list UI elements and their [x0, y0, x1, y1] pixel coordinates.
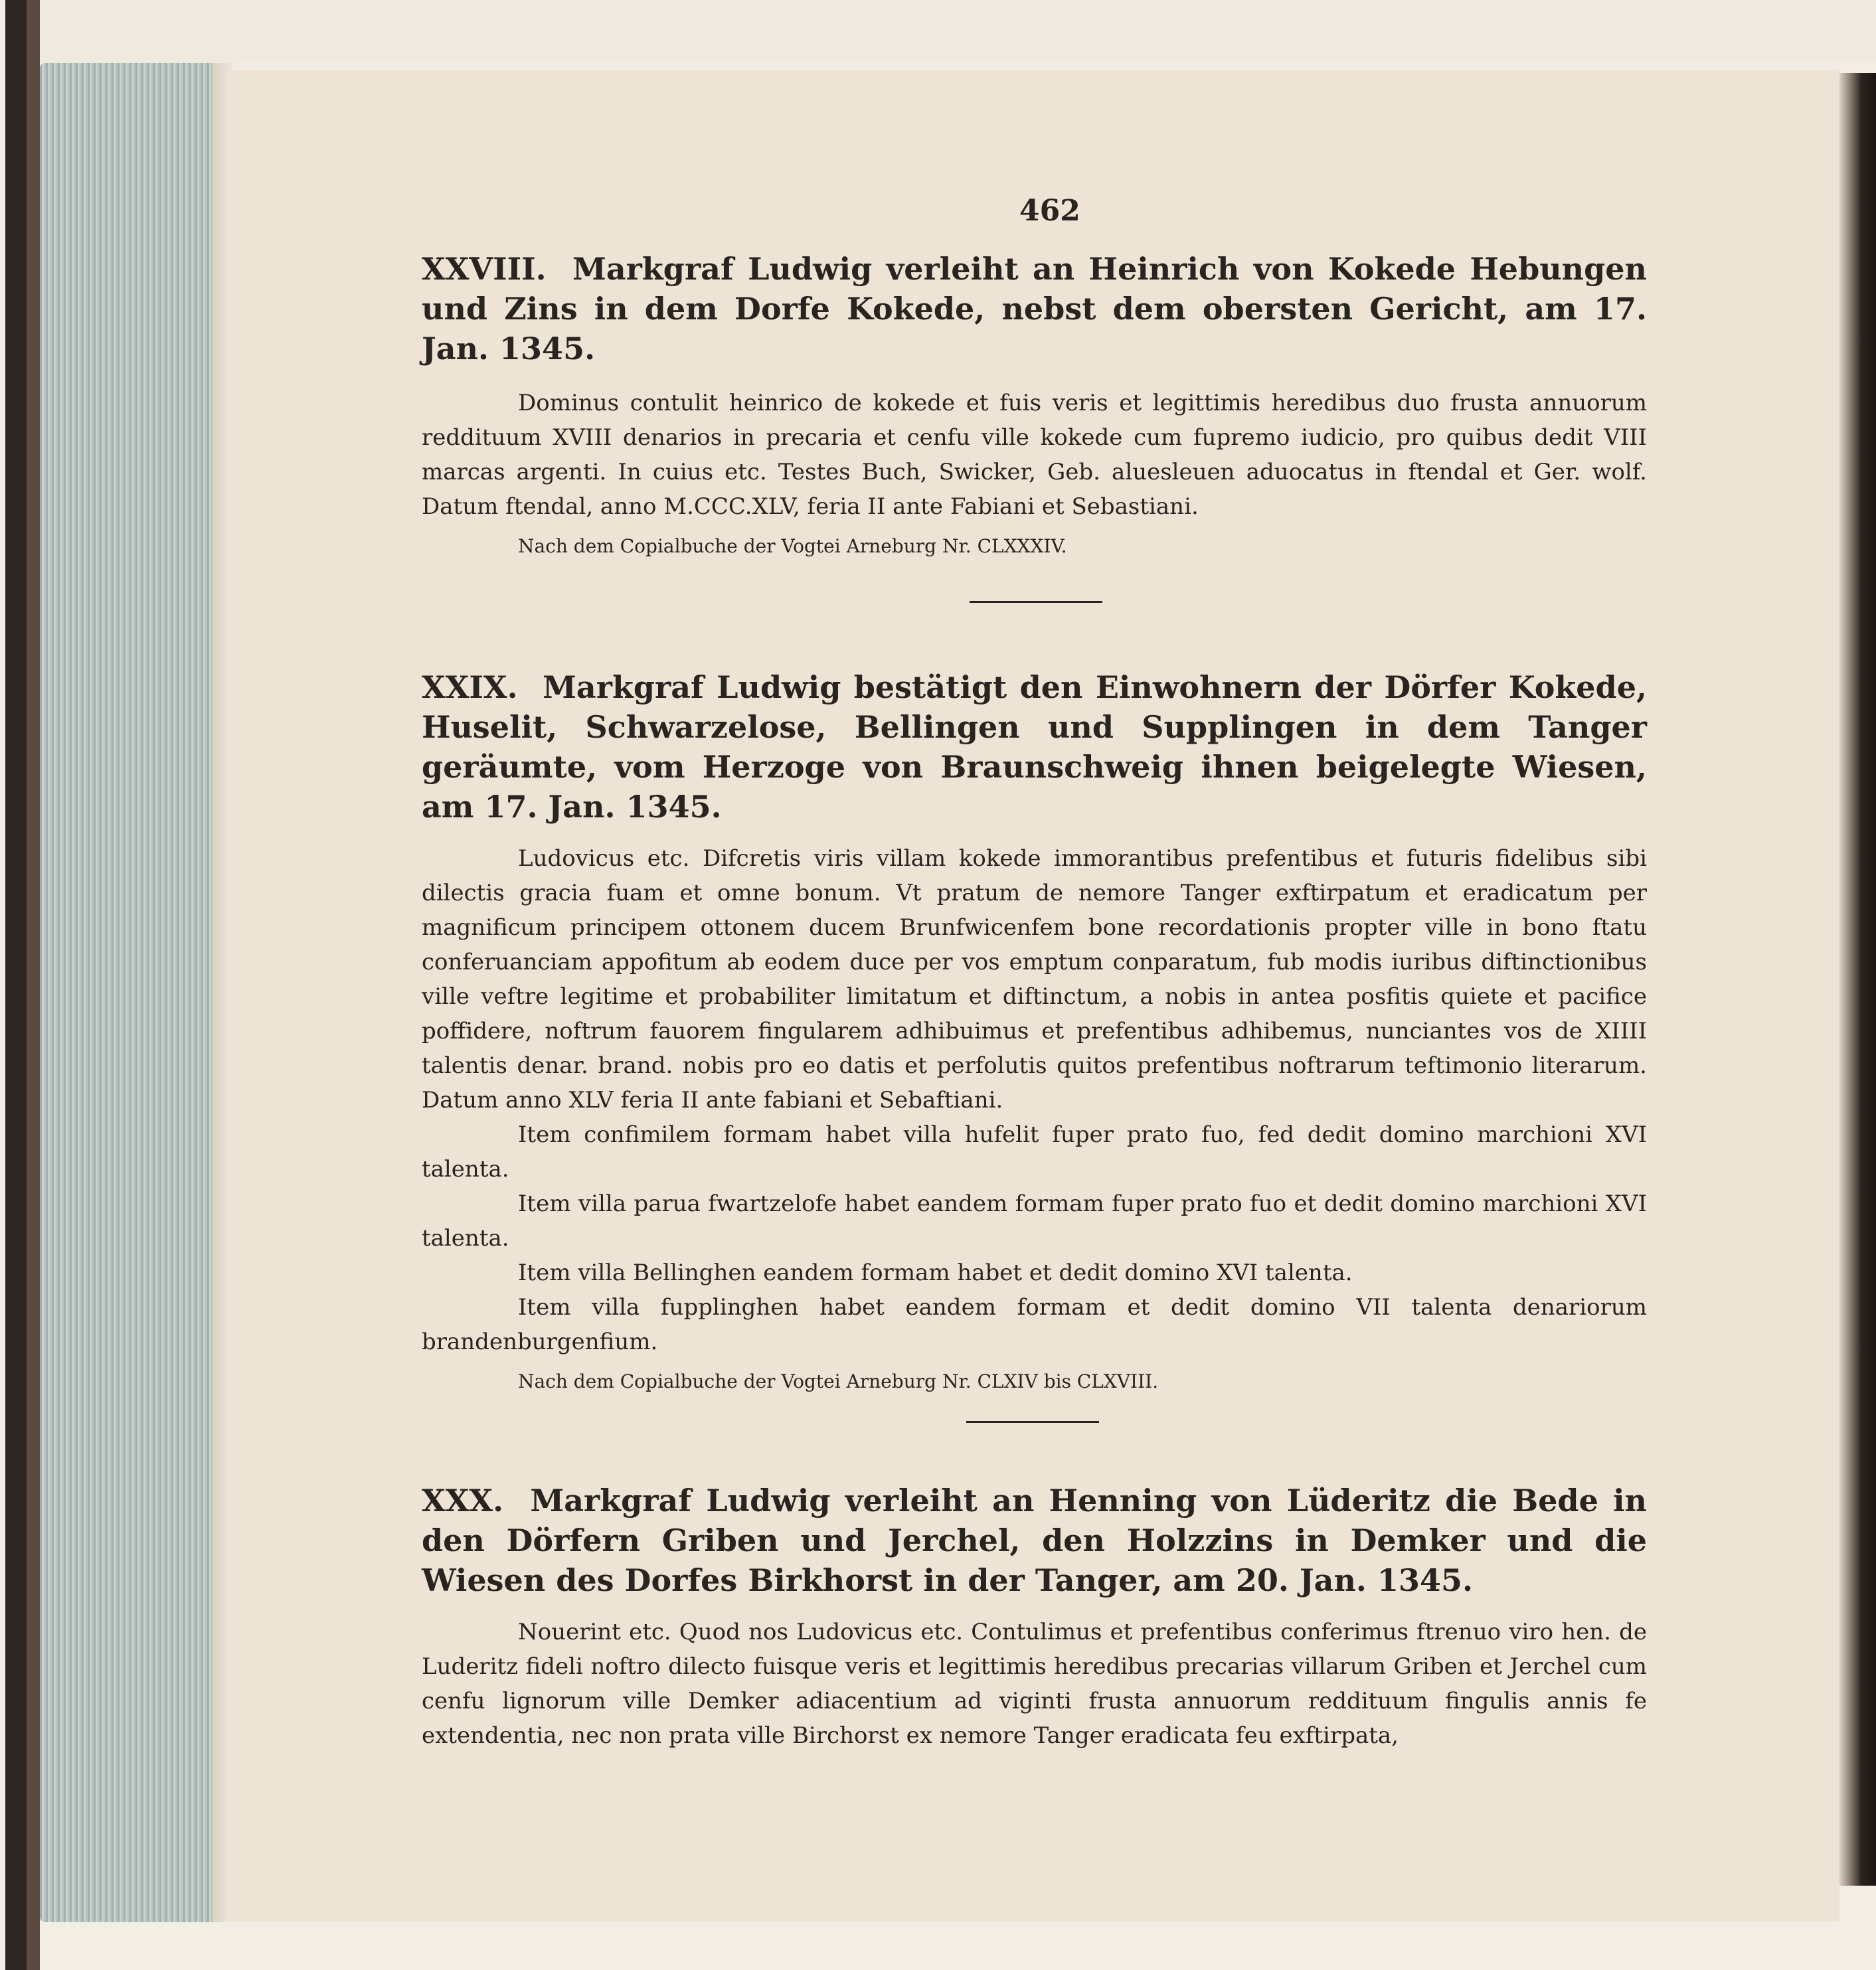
- entry-text: Nouerint etc. Quod nos Ludovicus etc. Contulimus et prefentibus conferimus ftrenuo viro hen. de Luderitz fideli noftro dilecto fuisque veris et legittimis heredibus precarias villarum Griben et Jerchel cum cenfu lignorum ville Demker adiacentium ad viginti frusta annuorum reddituum fingulis annis fe extendentia, nec non prata ville Birchorst ex nemore Tanger eradicata feu exftirpata,: [422, 1619, 1647, 1749]
- entry-text: Item villa parua fwartzelofe habet eandem formam fuper prato fuo et dedit domino marchioni XVI talenta.: [422, 1190, 1647, 1252]
- section-divider: [966, 1421, 1099, 1423]
- entry-title: Markgraf Ludwig verleiht an Heinrich von Kokede Hebungen und Zins in dem Dorfe Kokede, nebst dem obersten Gericht, am 17. Jan. 1345.: [422, 251, 1647, 367]
- entry-heading: [422, 249, 1647, 369]
- document-entry-xxviii: [422, 249, 1647, 560]
- document-entry-xxx: [422, 1481, 1647, 1753]
- section-divider: [970, 601, 1102, 603]
- entry-number: XXVIII.: [422, 251, 547, 287]
- entry-source: Nach dem Copialbuche der Vogtei Arneburg Nr. CLXXXIV.: [518, 535, 1067, 557]
- entry-number: XXX.: [422, 1483, 504, 1519]
- entry-text: Item villa Bellinghen eandem formam habet et dedit domino XVI talenta.: [518, 1260, 1353, 1286]
- page-number: 462: [1019, 194, 1080, 228]
- page-edges: [40, 63, 219, 1922]
- entry-title: Markgraf Ludwig verleiht an Henning von Lüderitz die Bede in den Dörfern Griben und Jerchel, den Holzzins in Demker und die Wiesen des Dorfes Birkhorst in der Tanger, am 20. Jan. 1345.: [422, 1483, 1648, 1598]
- entry-heading: [422, 1481, 1647, 1600]
- entry-text: Item villa fupplinghen habet eandem formam et dedit domino VII talenta denariorum brandenburgenfium.: [422, 1294, 1647, 1355]
- document-entry-xxix: [422, 667, 1647, 1395]
- book-cover-edge: [1839, 73, 1876, 1886]
- entry-heading: [422, 667, 1647, 827]
- entry-title: Markgraf Ludwig bestätigt den Einwohnern der Dörfer Kokede, Huselit, Schwarzelose, Bellingen und Supplingen in dem Tanger geräumte, vom Herzoge von Braunschweig ihnen beigelegte Wiesen, am 17. Jan. 1345.: [422, 669, 1648, 825]
- entry-text: Dominus contulit heinrico de kokede et fuis veris et legittimis heredibus duo frusta annuorum reddituum XVIII denarios in precaria et cenfu ville kokede cum fupremo iudicio, pro quibus dedit VIII marcas argenti. In cuius etc. Testes Buch, Swicker, Geb. aluesleuen aduocatus in ftendal et Ger. wolf. Datum ftendal, anno M.CCC.XLV, feria II ante Fabiani et Sebastiani.: [422, 390, 1647, 520]
- entry-text: Ludovicus etc. Difcretis viris villam kokede immorantibus prefentibus et futuris fidelibus sibi dilectis gracia fuam et omne bonum. Vt pratum de nemore Tanger exftirpatum et eradicatum per magnificum principem ottonem ducem Brunfwicenfem bone recordationis propter ville in bono ftatu conferuanciam appofitum ab eodem duce per vos emptum conparatum, fub modis iuribus diftinctionibus ville veftre legitime et probabiliter limitatum et diftinctum, a nobis in antea posfitis quiete et pacifice poffidere, noftrum fauorem fingularem adhibuimus et prefentibus adhibemus, nunciantes vos de XIIII talentis denar. brand. nobis pro eo datis et perfolutis quitos prefentibus noftrarum teftimonio literarum. Datum anno XLV feria II ante fabiani et Sebaftiani.: [422, 845, 1647, 1113]
- scan-background-top: [27, 0, 1876, 63]
- book-spine: [0, 0, 40, 1970]
- entry-text: Item confimilem formam habet villa hufelit fuper prato fuo, fed dedit domino marchioni XVI talenta.: [422, 1121, 1647, 1183]
- entry-number: XXIX.: [422, 669, 518, 705]
- entry-source: Nach dem Copialbuche der Vogtei Arneburg Nr. CLXIV bis CLXVIII.: [518, 1370, 1159, 1392]
